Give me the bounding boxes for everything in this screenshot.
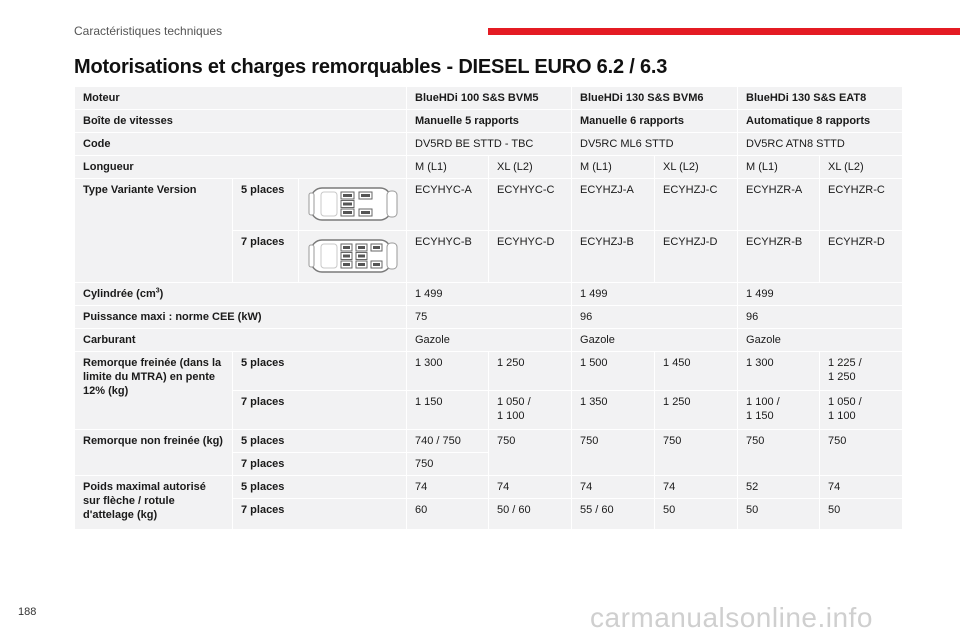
longueur-cell: XL (L2) [489, 156, 572, 179]
puissance-3: 96 [738, 306, 903, 329]
noseweight-cell: 60 [407, 499, 489, 530]
van-7-seats-icon [299, 231, 407, 283]
row-carburant [75, 329, 903, 352]
unbraked-cell: 750 [655, 430, 738, 476]
unbraked-cell: 750 [407, 453, 489, 476]
cylindree-label-text: Cylindrée (cm [83, 288, 156, 300]
code-1: DV5RD BE STTD - TBC [407, 133, 572, 156]
seats-7-label: 7 places [233, 231, 299, 283]
braked-cell: 1 100 / 1 150 [738, 391, 820, 430]
tvv-cell: ECYHZR-A [738, 179, 820, 231]
tvv-cell: ECYHYC-D [489, 231, 572, 283]
page-number: 188 [18, 606, 37, 618]
watermark-logo: carmanualsonline.info [590, 602, 873, 633]
noseweight-cell: 74 [407, 476, 489, 499]
header-accent-bar [488, 28, 960, 35]
label-remorque-freinee: Remorque freinée (dans la limite du MTRA) en pente 12% (kg) [75, 352, 233, 430]
longueur-cell: M (L1) [572, 156, 655, 179]
noseweight-cell: 50 [738, 499, 820, 530]
row-type-5 [75, 179, 903, 231]
noseweight-cell: 55 / 60 [572, 499, 655, 530]
row-poids-fleche-5 [75, 476, 903, 499]
longueur-cell: M (L1) [738, 156, 820, 179]
braked-cell: 1 300 [738, 352, 820, 391]
row-code [75, 133, 903, 156]
row-puissance [75, 306, 903, 329]
braked-cell: 1 350 [572, 391, 655, 430]
seats-5-label: 5 places [233, 179, 299, 231]
unbraked-cell: 750 [820, 430, 903, 476]
label-cylindree [75, 283, 407, 306]
row-remorque-non-freinee-5 [75, 430, 903, 453]
noseweight-cell: 50 [655, 499, 738, 530]
cylindree-3: 1 499 [738, 283, 903, 306]
cylindree-1: 1 499 [407, 283, 572, 306]
gearbox-3: Automatique 8 rapports [738, 110, 903, 133]
puissance-1: 75 [407, 306, 572, 329]
van-5-seats-icon [299, 179, 407, 231]
tvv-cell: ECYHYC-C [489, 179, 572, 231]
braked-cell: 1 250 [655, 391, 738, 430]
longueur-cell: XL (L2) [655, 156, 738, 179]
tvv-cell: ECYHZJ-A [572, 179, 655, 231]
code-3: DV5RC ATN8 STTD [738, 133, 903, 156]
braked-cell: 1 150 [407, 391, 489, 430]
row-longueur [75, 156, 903, 179]
noseweight-cell: 50 / 60 [489, 499, 572, 530]
page-title: Motorisations et charges remorquables - DIESEL EURO 6.2 / 6.3 [74, 56, 668, 78]
seats-7-label: 7 places [233, 499, 407, 530]
noseweight-cell: 50 [820, 499, 903, 530]
label-type-variante: Type Variante Version [75, 179, 233, 283]
section-header: Caractéristiques techniques [74, 24, 223, 38]
puissance-2: 96 [572, 306, 738, 329]
noseweight-cell: 52 [738, 476, 820, 499]
noseweight-cell: 74 [572, 476, 655, 499]
cylindree-label-sup: 3 [155, 287, 160, 295]
braked-cell: 1 250 [489, 352, 572, 391]
label-code: Code [75, 133, 407, 156]
noseweight-cell: 74 [489, 476, 572, 499]
row-moteur [75, 87, 903, 110]
tvv-cell: ECYHYC-A [407, 179, 489, 231]
unbraked-cell: 740 / 750 [407, 430, 489, 453]
seats-7-label: 7 places [233, 391, 407, 430]
gearbox-1: Manuelle 5 rapports [407, 110, 572, 133]
longueur-cell: XL (L2) [820, 156, 903, 179]
label-carburant: Carburant [75, 329, 407, 352]
braked-cell: 1 225 / 1 250 [820, 352, 903, 391]
tvv-cell: ECYHYC-B [407, 231, 489, 283]
carburant-3: Gazole [738, 329, 903, 352]
engine-1: BlueHDi 100 S&S BVM5 [407, 87, 572, 110]
cylindree-label-end: ) [159, 288, 164, 300]
label-puissance: Puissance maxi : norme CEE (kW) [75, 306, 407, 329]
carburant-1: Gazole [407, 329, 572, 352]
engine-2: BlueHDi 130 S&S BVM6 [572, 87, 738, 110]
tvv-cell: ECYHZJ-D [655, 231, 738, 283]
engine-3: BlueHDi 130 S&S EAT8 [738, 87, 903, 110]
carburant-2: Gazole [572, 329, 738, 352]
tvv-cell: ECYHZR-C [820, 179, 903, 231]
row-remorque-freinee-5 [75, 352, 903, 391]
braked-cell: 1 050 / 1 100 [820, 391, 903, 430]
longueur-cell: M (L1) [407, 156, 489, 179]
unbraked-cell: 750 [738, 430, 820, 476]
unbraked-cell: 750 [572, 430, 655, 476]
gearbox-2: Manuelle 6 rapports [572, 110, 738, 133]
label-poids-fleche: Poids maximal autorisé sur flèche / rotule d'attelage (kg) [75, 476, 233, 530]
seats-7-label: 7 places [233, 453, 407, 476]
code-2: DV5RC ML6 STTD [572, 133, 738, 156]
row-cylindree [75, 283, 903, 306]
label-boite: Boîte de vitesses [75, 110, 407, 133]
seats-5-label: 5 places [233, 352, 407, 391]
seats-5-label: 5 places [233, 430, 407, 453]
row-boite [75, 110, 903, 133]
label-moteur: Moteur [75, 87, 407, 110]
seats-5-label: 5 places [233, 476, 407, 499]
tvv-cell: ECYHZJ-B [572, 231, 655, 283]
braked-cell: 1 300 [407, 352, 489, 391]
label-longueur: Longueur [75, 156, 407, 179]
specs-table [74, 86, 903, 530]
tvv-cell: ECYHZR-B [738, 231, 820, 283]
braked-cell: 1 500 [572, 352, 655, 391]
noseweight-cell: 74 [655, 476, 738, 499]
label-remorque-non-freinee: Remorque non freinée (kg) [75, 430, 233, 476]
noseweight-cell: 74 [820, 476, 903, 499]
braked-cell: 1 450 [655, 352, 738, 391]
unbraked-cell: 750 [489, 430, 572, 476]
tvv-cell: ECYHZJ-C [655, 179, 738, 231]
tvv-cell: ECYHZR-D [820, 231, 903, 283]
cylindree-2: 1 499 [572, 283, 738, 306]
braked-cell: 1 050 / 1 100 [489, 391, 572, 430]
